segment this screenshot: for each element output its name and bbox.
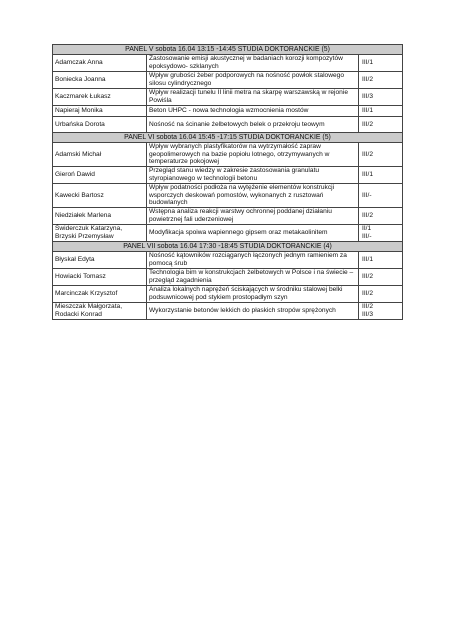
author-cell: Urbańska Dorota (53, 117, 147, 133)
author-cell: Kaczmarek Łukasz (53, 89, 147, 106)
title-cell: Wpływ grubości żeber podporowych na nośność powłok stalowego silosu cylindrycznego (147, 72, 359, 89)
title-cell: Modyfikacja spoiwa wapiennego gipsem oraz metakaolinitem (147, 225, 359, 242)
title-cell: Analiza lokalnych naprężeń ściskających w środniku stalowej belki podsuwnicowej pod stykiem prostopadłym szyn (147, 286, 359, 303)
presentation-row (53, 167, 403, 184)
presentation-row (53, 303, 403, 320)
author-cell: Howiacki Tomasz (53, 269, 147, 286)
author-cell: Marcinczak Krzysztof (53, 286, 147, 303)
session-code-cell: III/2 (359, 143, 403, 167)
session-code-cell: III/- (359, 184, 403, 208)
panel-header: PANEL VI sobota 16.04 15:45 -17:15 STUDIA DOKTORANCKIE (5) (53, 133, 403, 143)
title-cell: Zastosowanie emisji akustycznej w badaniach korozji kompozytów epoksydowo- szklanych (147, 55, 359, 72)
session-code-cell: III/2 (359, 286, 403, 303)
author-cell: Gieroń Dawid (53, 167, 147, 184)
title-cell: Wpływ realizacji tunelu II linii metra na skarpę warszawską w rejonie Powiśla (147, 89, 359, 106)
presentation-row (53, 269, 403, 286)
presentation-row (53, 72, 403, 89)
session-code-cell: III/1 (359, 252, 403, 269)
panel-header-row (53, 45, 403, 55)
presentation-row (53, 89, 403, 106)
author-cell: Napieraj Monika (53, 106, 147, 117)
session-code-cell: III/1 (359, 55, 403, 72)
title-cell: Wpływ podatności podłoża na wytężenie elementów konstrukcji wsporczych deskowań pomostów, wykonanych z rusztowań budowlanych (147, 184, 359, 208)
presentation-row (53, 184, 403, 208)
title-cell: Wpływ wybranych plastyfikatorów na wytrzymałość zapraw geopolimerowych na bazie popiołu lotnego, otrzymywanych w temperaturze pokojowej (147, 143, 359, 167)
presentation-row (53, 143, 403, 167)
session-code-cell: III/2 (359, 208, 403, 225)
title-cell: Wykorzystanie betonów lekkich do płaskich stropów sprężonych (147, 303, 359, 320)
presentation-row (53, 208, 403, 225)
presentation-row (53, 252, 403, 269)
author-cell: Błyskał Edyta (53, 252, 147, 269)
session-code-cell: III/2 III/3 (359, 303, 403, 320)
session-code-cell: III/3 (359, 89, 403, 106)
session-code-cell: III/2 (359, 72, 403, 89)
author-cell: Mieszczak Małgorzata, Rodacki Konrad (53, 303, 147, 320)
author-cell: Świderczuk Katarzyna, Brzyski Przemysław (53, 225, 147, 242)
schedule-table (52, 44, 403, 320)
author-cell: Niedziałek Marlena (53, 208, 147, 225)
panel-header-row (53, 242, 403, 252)
presentation-row (53, 286, 403, 303)
session-code-cell: III/1 (359, 167, 403, 184)
title-cell: Nośność kątowników rozciąganych łączonych jednym ramieniem za pomocą śrub (147, 252, 359, 269)
title-cell: Technologia bim w konstrukcjach żelbetowych w Polsce i na świecie – przegląd zagadnienia (147, 269, 359, 286)
presentation-row (53, 106, 403, 117)
presentation-row (53, 55, 403, 72)
panel-header-row (53, 133, 403, 143)
title-cell: Wstępna analiza reakcji warstwy ochronnej poddanej działaniu powietrznej fali uderzeniowej (147, 208, 359, 225)
session-code-cell: II/1 III/- (359, 225, 403, 242)
presentation-row (53, 225, 403, 242)
schedule-body (53, 45, 403, 320)
panel-header: PANEL V sobota 16.04 13:15 -14:45 STUDIA DOKTORANCKIE (5) (53, 45, 403, 55)
session-code-cell: III/1 (359, 106, 403, 117)
author-cell: Adamczak Anna (53, 55, 147, 72)
author-cell: Kawecki Bartosz (53, 184, 147, 208)
title-cell: Nośność na ścinanie żelbetowych belek o przekroju teowym (147, 117, 359, 133)
panel-header: PANEL VII sobota 16.04 17:30 -18:45 STUDIA DOKTORANCKIE (4) (53, 242, 403, 252)
title-cell: Beton UHPC - nowa technologia wzmocnienia mostów (147, 106, 359, 117)
author-cell: Boniecka Joanna (53, 72, 147, 89)
session-code-cell: III/2 (359, 117, 403, 133)
title-cell: Przegląd stanu wiedzy w zakresie zastosowania granulatu styropianowego w technologii betonu (147, 167, 359, 184)
author-cell: Adamski Michał (53, 143, 147, 167)
presentation-row (53, 117, 403, 133)
session-code-cell: III/2 (359, 269, 403, 286)
